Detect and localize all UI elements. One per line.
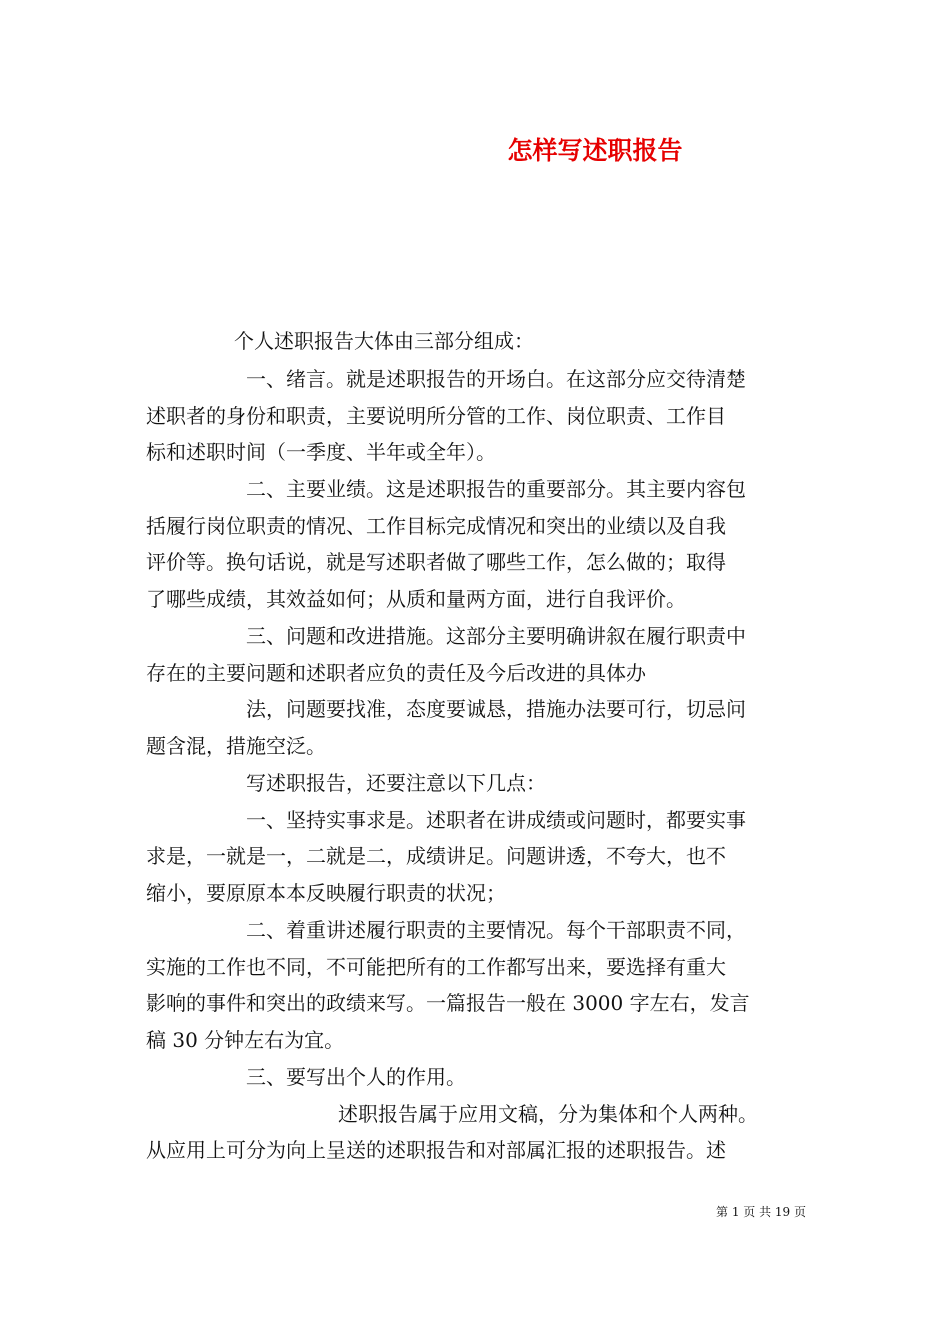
text-line: 个人述职报告大体由三部分组成：	[234, 329, 534, 353]
text-line: 三、问题和改进措施。这部分主要明确讲叙在履行职责中	[246, 624, 746, 648]
page-title: 怎样写述职报告	[507, 136, 683, 165]
text-line: 了哪些成绩，其效益如何；从质和量两方面，进行自我评价。	[146, 587, 686, 611]
page-footer: 第 1 页 共 19 页	[716, 1205, 806, 1219]
text-line: 二、着重讲述履行职责的主要情况。每个干部职责不同，	[246, 918, 746, 942]
text-line: 存在的主要问题和述职者应负的责任及今后改进的具体办	[146, 661, 646, 685]
text-line: 求是，一就是一，二就是二，成绩讲足。问题讲透，不夸大，也不	[146, 844, 726, 868]
text-line: 三、要写出个人的作用。	[246, 1065, 466, 1089]
text-line: 述职报告属于应用文稿，分为集体和个人两种。	[338, 1102, 758, 1126]
text-line: 评价等。换句话说，就是写述职者做了哪些工作，怎么做的；取得	[146, 550, 726, 574]
text-line: 标和述职时间（一季度、半年或全年）。	[146, 440, 496, 464]
text-line: 二、主要业绩。这是述职报告的重要部分。其主要内容包	[246, 477, 746, 501]
text-line: 稿 30 分钟左右为宜。	[146, 1028, 345, 1052]
text-line: 从应用上可分为向上呈送的述职报告和对部属汇报的述职报告。述	[146, 1138, 726, 1162]
text-line: 实施的工作也不同，不可能把所有的工作都写出来，要选择有重大	[146, 955, 726, 979]
text-line: 括履行岗位职责的情况、工作目标完成情况和突出的业绩以及自我	[146, 514, 726, 538]
text-line: 题含混，措施空泛。	[146, 734, 326, 758]
text-line: 一、绪言。就是述职报告的开场白。在这部分应交待清楚	[246, 367, 746, 391]
text-line: 缩小，要原原本本反映履行职责的状况；	[146, 881, 506, 905]
text-line: 影响的事件和突出的政绩来写。一篇报告一般在 3000 字左右，发言	[146, 991, 750, 1015]
text-line: 一、坚持实事求是。述职者在讲成绩或问题时，都要实事	[246, 808, 746, 832]
text-line: 写述职报告，还要注意以下几点：	[246, 771, 546, 795]
text-line: 法，问题要找准，态度要诚恳，措施办法要可行，切忌问	[246, 697, 746, 721]
text-line: 述职者的身份和职责，主要说明所分管的工作、岗位职责、工作目	[146, 404, 726, 428]
